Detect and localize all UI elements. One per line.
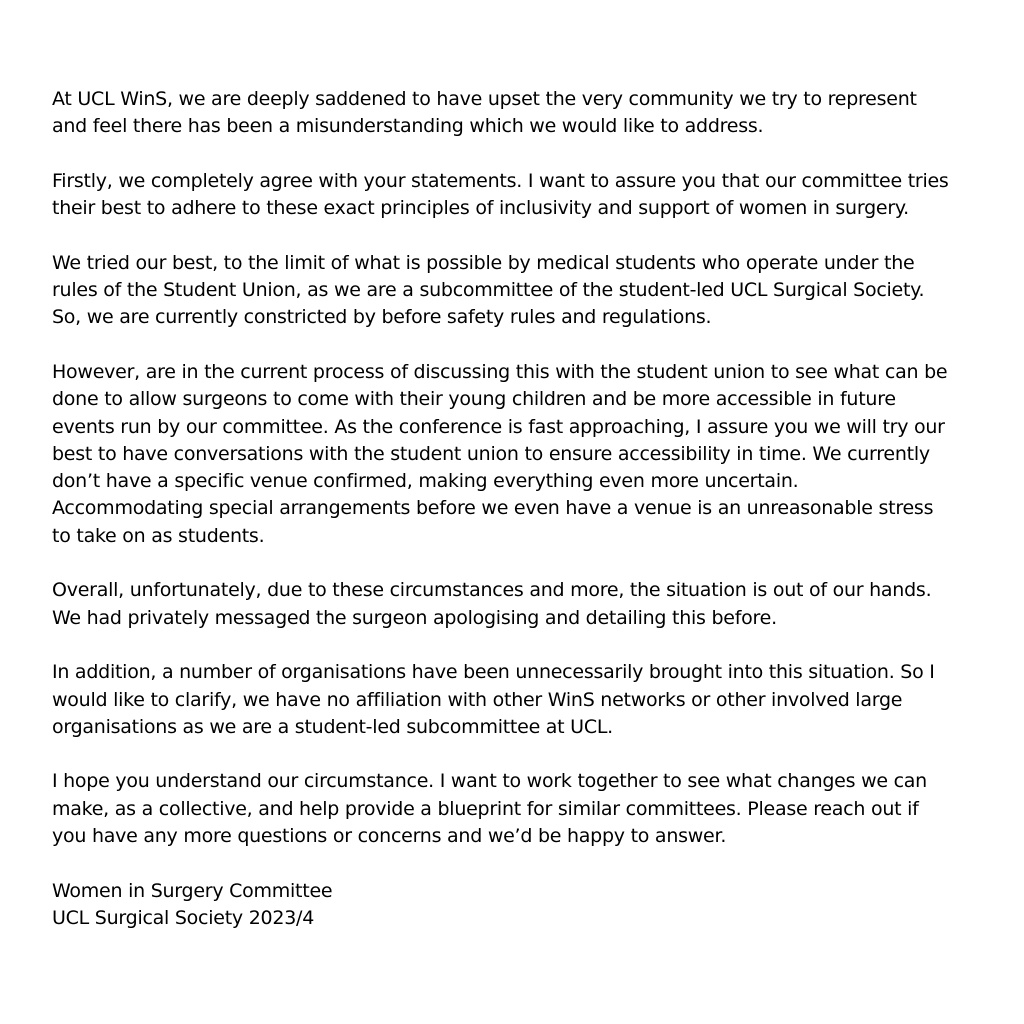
paragraph-line: would like to clarify, we have no affiliation with other WinS networks or other involved large — [52, 688, 903, 711]
paragraph-line: best to have conversations with the student union to ensure accessibility in time. We currently — [52, 442, 930, 465]
paragraph-line: events run by our committee. As the conference is fast approaching, I assure you we will try our — [52, 415, 945, 438]
paragraph-line: rules of the Student Union, as we are a subcommittee of the student-led UCL Surgical Society. — [52, 279, 925, 302]
letter-document — [52, 86, 992, 932]
paragraph-line: organisations as we are a student-led subcommittee at UCL. — [52, 715, 613, 738]
paragraph-line: make, as a collective, and help provide a blueprint for similar committees. Please reach out if — [52, 797, 919, 820]
paragraph-closing — [52, 768, 992, 850]
paragraph-line: Accommodating special arrangements before we even have a venue is an unreasonable stress — [52, 497, 934, 520]
paragraph-line: I hope you understand our circumstance. I want to work together to see what changes we can — [52, 770, 927, 793]
paragraph-line: Overall, unfortunately, due to these circumstances and more, the situation is out of our hands. — [52, 579, 932, 602]
paragraph-line: We tried our best, to the limit of what is possible by medical students who operate under the — [52, 251, 915, 274]
signature-block — [52, 878, 992, 933]
paragraph-process — [52, 359, 992, 550]
paragraph-line: their best to adhere to these exact principles of inclusivity and support of women in surgery. — [52, 197, 909, 220]
signature-committee: Women in Surgery Committee — [52, 879, 333, 902]
paragraph-line: We had privately messaged the surgeon apologising and detailing this before. — [52, 606, 777, 629]
paragraph-line: At UCL WinS, we are deeply saddened to have upset the very community we try to represent — [52, 88, 917, 110]
paragraph-constraints — [52, 250, 992, 332]
paragraph-line: done to allow surgeons to come with their young children and be more accessible in future — [52, 388, 896, 411]
paragraph-line: and feel there has been a misunderstanding which we would like to address. — [52, 115, 764, 138]
paragraph-clarification — [52, 659, 992, 741]
paragraph-agreement — [52, 168, 992, 223]
paragraph-line: However, are in the current process of discussing this with the student union to see what can be — [52, 360, 948, 383]
paragraph-line: to take on as students. — [52, 524, 265, 547]
paragraph-line: So, we are currently constricted by before safety rules and regulations. — [52, 306, 712, 329]
signature-society: UCL Surgical Society 2023/4 — [52, 906, 315, 929]
paragraph-apology — [52, 86, 992, 141]
paragraph-line: don’t have a specific venue confirmed, making everything even more uncertain. — [52, 470, 799, 493]
paragraph-line: In addition, a number of organisations have been unnecessarily brought into this situation. So I — [52, 661, 935, 684]
paragraph-line: Firstly, we completely agree with your statements. I want to assure you that our committee tries — [52, 169, 949, 192]
paragraph-line: you have any more questions or concerns and we’d be happy to answer. — [52, 825, 727, 848]
paragraph-circumstances — [52, 577, 992, 632]
